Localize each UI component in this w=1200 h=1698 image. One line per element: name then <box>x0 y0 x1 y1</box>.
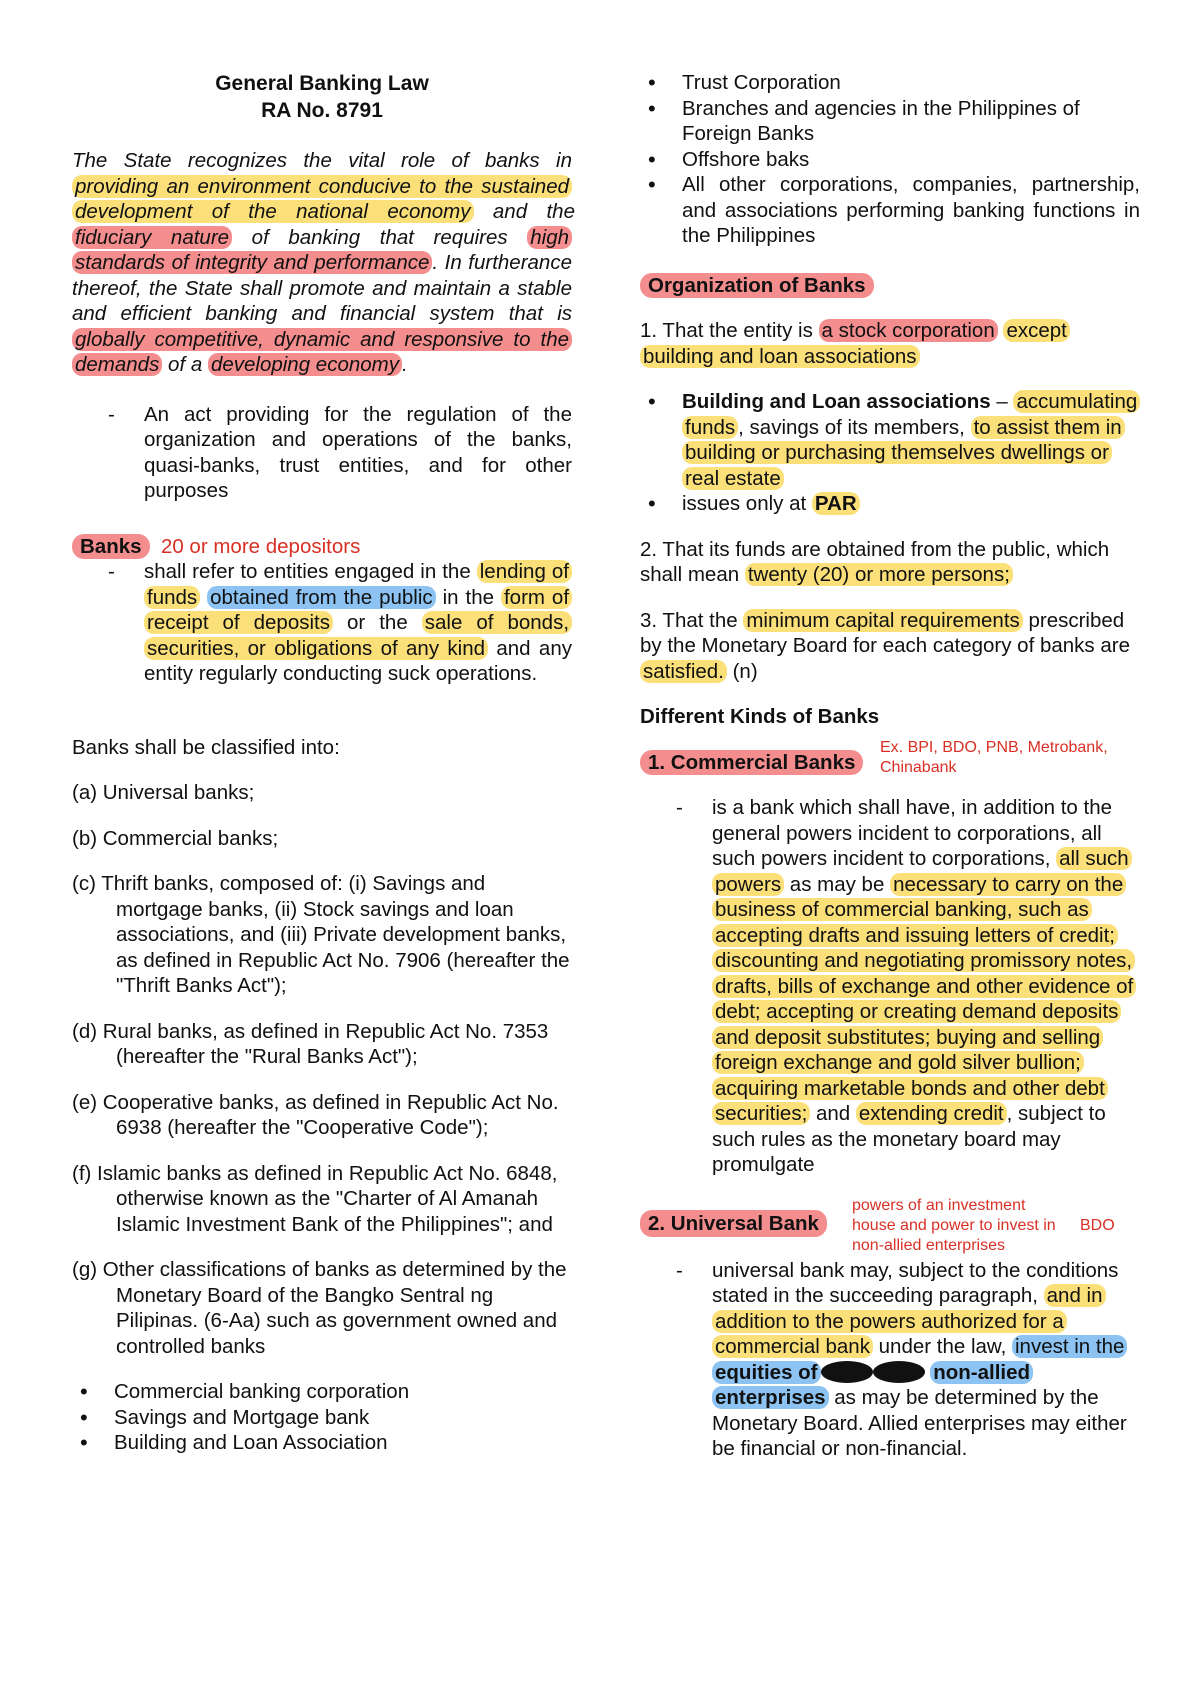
intro-paragraph: The State recognizes the vital role of banks in providing an environment conducive to the sustained development of the national economy and the fiduciary nature of banking that requires high standards of integrity and performance . In furtherance thereof, the State shall promote and maintain a stable and efficient banking and financial system that is globally competitive, dynamic and responsive to the demands of a developing economy . <box>72 149 575 376</box>
class-item: (b) Commercial banks; <box>72 826 279 850</box>
highlight: non-allied enterprises <box>712 1361 1033 1410</box>
list-item: • Building and Loan associations – accumulating funds , savings of its members, to assist them in building or purchasing themselves dwellings or real estate <box>640 389 1140 491</box>
class-item: (e) Cooperative banks, as defined in Republic Act No. 6938 (hereafter the "Cooperative Code"); <box>72 1090 559 1139</box>
org-condition-1: 1. That the entity is a stock corporation except building and loan associations <box>640 318 1140 369</box>
highlight: PAR <box>812 492 860 515</box>
org-heading: Organization of Banks <box>640 273 874 298</box>
highlight: providing an environment conducive to the sustained development of the national economy <box>72 175 572 224</box>
commercial-note: Ex. BPI, BDO, PNB, Metrobank, Chinabank <box>880 738 1108 776</box>
universal-note-bdo: BDO <box>1080 1216 1115 1234</box>
list-item: • Offshore baks <box>640 147 1140 173</box>
list-item: • Branches and agencies in the Philippines of Foreign Banks <box>640 96 1140 147</box>
class-item: (g) Other classifications of banks as determined by the Monetary Board of the Bangko Sentral ng Pilipinas. (6-Aa) such as government owned and controlled banks <box>72 1258 567 1358</box>
highlight: and in addition to the powers authorized for a commercial bank <box>712 1284 1106 1358</box>
highlight: satisfied. <box>640 660 727 683</box>
highlight: a stock corporation <box>819 319 998 342</box>
highlight: except building and loan associations <box>640 319 1070 368</box>
highlight: twenty (20) or more persons; <box>745 563 1013 586</box>
highlight: fiduciary nature <box>72 226 232 249</box>
highlight: necessary to carry on the business of commercial banking, such as accepting drafts and issuing letters of credit; discounting and negotiating promissory notes, drafts, bills of exchange and other evidence of debt; accepting or creating demand deposits and deposit substitutes; buying and selling foreign exchange and gold silver bullion; acquiring marketable bonds and other debt securities; <box>712 873 1136 1126</box>
highlight: invest in the <box>1012 1335 1127 1358</box>
highlight: equities of <box>712 1361 821 1384</box>
building-loan-list <box>640 389 1140 517</box>
list-item: • Trust Corporation <box>640 70 1140 96</box>
highlight: high standards of integrity and performance <box>72 226 572 275</box>
highlight: all such powers <box>712 847 1132 896</box>
class-item: (a) Universal banks; <box>72 781 255 804</box>
highlight: obtained from the public <box>207 586 436 609</box>
kinds-heading: Different Kinds of Banks <box>640 705 880 728</box>
list-item: • Commercial banking corporation <box>72 1379 572 1405</box>
banks-heading-row <box>72 534 572 560</box>
highlight: extending credit <box>856 1102 1007 1125</box>
universal-heading-row <box>640 1196 1140 1254</box>
highlight: globally competitive, dynamic and responsive to the demands <box>72 328 572 377</box>
act-description: - An act providing for the regulation of the organization and operations of the banks, quasi-banks, trust entities, and for other purposes <box>72 402 572 504</box>
gov-bank-list-continued <box>640 70 1140 249</box>
commercial-definition: - is a bank which shall have, in addition to the general powers incident to corporations, all such powers incident to corporations, all such powers as may be necessary to carry on the business of commercial banking, such as accepting drafts and issuing letters of credit; discounting and negotiating promissory notes, drafts, bills of exchange and other evidence of debt; accepting or creating demand deposits and deposit substitutes; buying and selling foreign exchange and gold silver bullion; acquiring marketable bonds and other debt securities; and extending credit , subject to such rules as the monetary board may promulgate <box>640 795 1140 1178</box>
commercial-label: 1. Commercial Banks <box>640 750 863 775</box>
banks-definition: - shall refer to entities engaged in the lending of funds obtained from the public in the form of receipt of deposits or the sale of bonds, securities, or obligations of any kind and any entity regularly conducting suck operations. <box>72 559 572 687</box>
banks-label: Banks <box>72 534 150 559</box>
highlight: accumulating funds <box>682 390 1140 439</box>
commercial-heading-row <box>640 738 1140 776</box>
class-item: (d) Rural banks, as defined in Republic Act No. 7353 (hereafter the "Rural Banks Act"); <box>72 1019 549 1068</box>
class-item: (c) Thrift banks, composed of: (i) Savings and mortgage banks, (ii) Stock savings and loan associations, and (iii) Private development banks, as defined in Republic Act No. 7906 (hereafter the "Thrift Banks Act"); <box>72 872 570 997</box>
classified-intro: Banks shall be classified into: <box>72 735 340 759</box>
ink-blot-redaction <box>873 1361 925 1383</box>
left-column <box>72 70 575 1456</box>
right-column <box>640 70 1140 1462</box>
org-condition-3: 3. That the minimum capital requirements prescribed by the Monetary Board for each category of banks are satisfied. (n) <box>640 608 1130 683</box>
highlight: minimum capital requirements <box>743 609 1022 632</box>
highlight: sale of bonds, securities, or obligations of any kind <box>144 611 572 660</box>
universal-label: 2. Universal Bank <box>640 1210 827 1238</box>
list-item: • Savings and Mortgage bank <box>72 1405 572 1431</box>
list-item: • All other corporations, companies, partnership, and associations performing banking functions in the Philippines <box>640 172 1140 249</box>
org-condition-2: 2. That its funds are obtained from the public, which shall mean twenty (20) or more persons; <box>640 537 1110 586</box>
universal-definition: - universal bank may, subject to the conditions stated in the succeeding paragraph, and in addition to the powers authorized for a commercial bank under the law, invest in the equities of non-allied enterprises as may be determined by the Monetary Board. Allied enterprises may either be financial or non-financial. <box>640 1258 1140 1462</box>
highlight: lending of funds <box>144 560 572 609</box>
gov-bank-list <box>72 1379 572 1456</box>
doc-title: General Banking Law <box>215 72 429 95</box>
doc-subtitle: RA No. 8791 <box>261 99 383 122</box>
banks-note: 20 or more depositors <box>160 534 361 558</box>
list-item: • issues only at PAR <box>640 491 1140 517</box>
ink-blot-redaction <box>821 1361 873 1383</box>
class-item: (f) Islamic banks as defined in Republic Act No. 6848, otherwise known as the "Charter of Al Amanah Islamic Investment Bank of the Philippines"; and <box>72 1161 558 1236</box>
highlight: form of receipt of deposits <box>144 586 572 635</box>
list-item: • Building and Loan Association <box>72 1430 572 1456</box>
highlight: to assist them in building or purchasing themselves dwellings or real estate <box>682 416 1125 490</box>
universal-note: powers of an investment house and power to invest in non-allied enterprises <box>852 1196 1056 1254</box>
highlight: developing economy <box>208 353 402 376</box>
